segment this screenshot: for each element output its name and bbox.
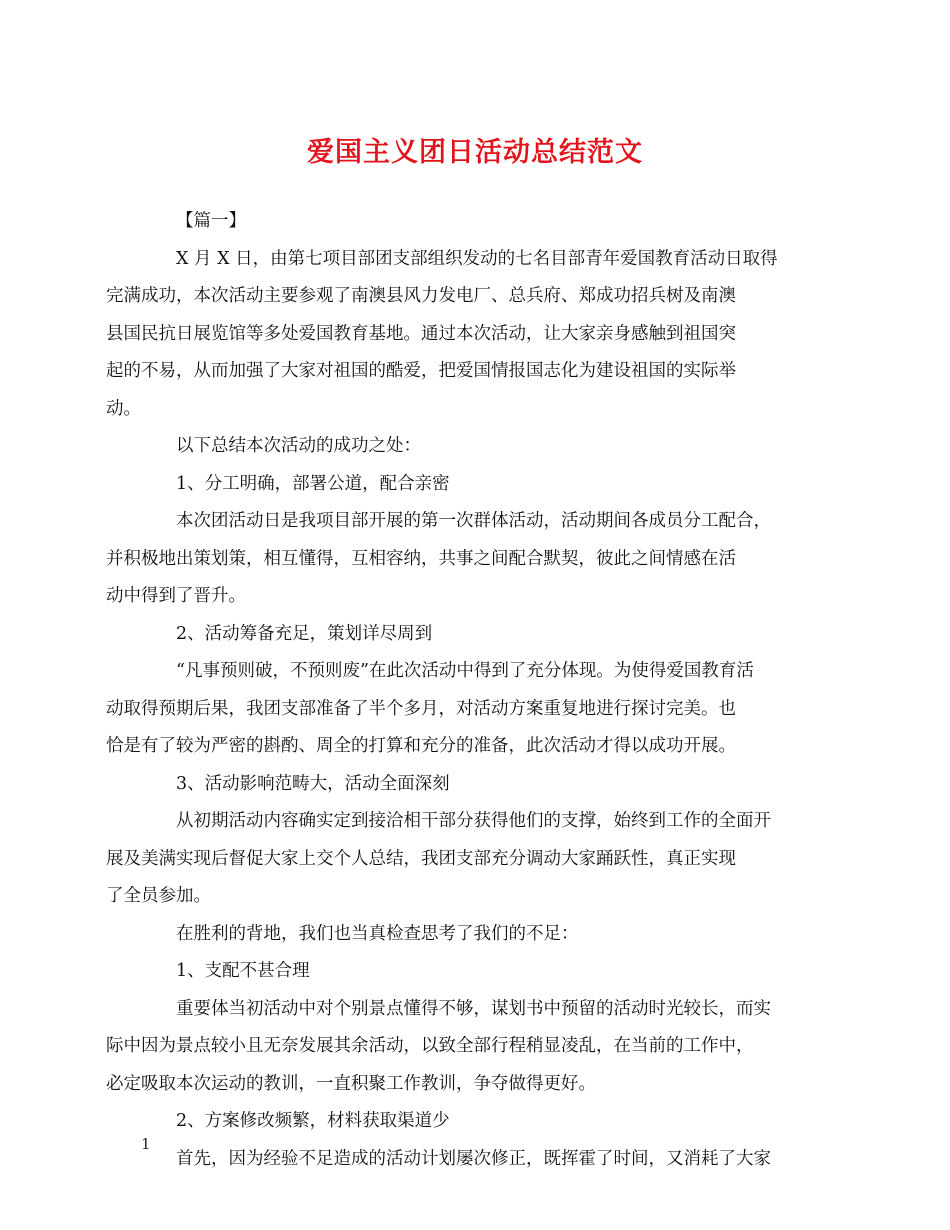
paragraph bbox=[141, 1141, 821, 1179]
paragraph-line: 动。 bbox=[106, 398, 141, 419]
paragraph-line: 起的不易，从而加强了大家对祖国的酷爱，把爱国情报国志化为建设祖国的实际举 bbox=[106, 361, 736, 381]
paragraph bbox=[141, 916, 821, 954]
paragraph-line: 首先，因为经验不足造成的活动计划屡次修正，既挥霍了时间，又消耗了大家 bbox=[176, 1148, 771, 1169]
paragraph-line: 1、分工明确，部署公道，配合亲密 bbox=[176, 473, 450, 494]
paragraph-line: “凡事预则破，不预则废”在此次活动中得到了充分体现。为使得爱国教育活 bbox=[176, 661, 754, 681]
paragraph-line: 恰是有了较为严密的斟酌、周全的打算和充分的准备，此次活动才得以成功开展。 bbox=[106, 736, 736, 756]
paragraph bbox=[106, 241, 821, 429]
paragraph-line: 1、支配不甚合理 bbox=[176, 961, 310, 981]
paragraph bbox=[141, 953, 821, 991]
paragraph-line: 2、活动筹备充足，策划详尽周到 bbox=[176, 623, 433, 644]
document-body bbox=[106, 203, 821, 1178]
page-number: 1 bbox=[141, 1135, 151, 1153]
paragraph bbox=[141, 1103, 821, 1141]
paragraph bbox=[106, 503, 821, 616]
paragraph bbox=[106, 803, 821, 916]
section-label: 【篇一】 bbox=[176, 211, 246, 231]
paragraph-line: 并积极地出策划策，相互懂得，互相容纳，共事之间配合默契，彼此之间情感在活 bbox=[106, 548, 736, 569]
paragraph bbox=[141, 466, 821, 504]
paragraph-line: 本次团活动日是我项目部开展的第一次群体活动，活动期间各成员分工配合， bbox=[176, 511, 771, 531]
paragraph-line: 重要体当初活动中对个别景点懂得不够，谋划书中预留的活动时光较长，而实 bbox=[176, 998, 771, 1019]
paragraph-line: 完满成功，本次活动主要参观了南澳县风力发电厂、总兵府、郑成功招兵树及南澳 bbox=[106, 286, 736, 306]
paragraph-line: 展及美满实现后督促大家上交个人总结，我团支部充分调动大家踊跃性，真正实现 bbox=[106, 848, 736, 869]
paragraph bbox=[106, 653, 821, 766]
paragraph-line: 在胜利的背地，我们也当真检查思考了我们的不足： bbox=[176, 923, 579, 944]
paragraph-line: 了全员参加。 bbox=[106, 886, 211, 906]
paragraph-line: 必定吸取本次运动的教训，一直积聚工作教训，争夺做得更好。 bbox=[106, 1073, 596, 1094]
paragraph bbox=[106, 991, 821, 1104]
paragraph bbox=[141, 616, 821, 654]
paragraph-line: 从初期活动内容确实定到接洽相干部分获得他们的支撑，始终到工作的全面开 bbox=[176, 811, 771, 831]
paragraph-line: 2、方案修改频繁，材料获取渠道少 bbox=[176, 1111, 450, 1131]
paragraph-line: 动取得预期后果，我团支部准备了半个多月，对活动方案重复地进行探讨完美。也 bbox=[106, 698, 736, 719]
paragraph-line: 县国民抗日展览馆等多处爱国教育基地。通过本次活动，让大家亲身感触到祖国突 bbox=[106, 323, 736, 344]
document-title: 爱国主义团日活动总结范文 bbox=[307, 137, 643, 168]
paragraph-line: 3、活动影响范畴大，活动全面深刻 bbox=[176, 773, 450, 794]
paragraph bbox=[141, 428, 821, 466]
paragraph-line: 际中因为景点较小且无奈发展其余活动，以致全部行程稍显凌乱，在当前的工作中， bbox=[106, 1036, 754, 1056]
paragraph-line: X 月 X 日，由第七项目部团支部组织发动的七名目部青年爱国教育活动日取得 bbox=[176, 248, 778, 269]
paragraph bbox=[141, 766, 821, 804]
paragraph-line: 以下总结本次活动的成功之处： bbox=[176, 436, 421, 456]
paragraph-line: 动中得到了晋升。 bbox=[106, 586, 246, 606]
